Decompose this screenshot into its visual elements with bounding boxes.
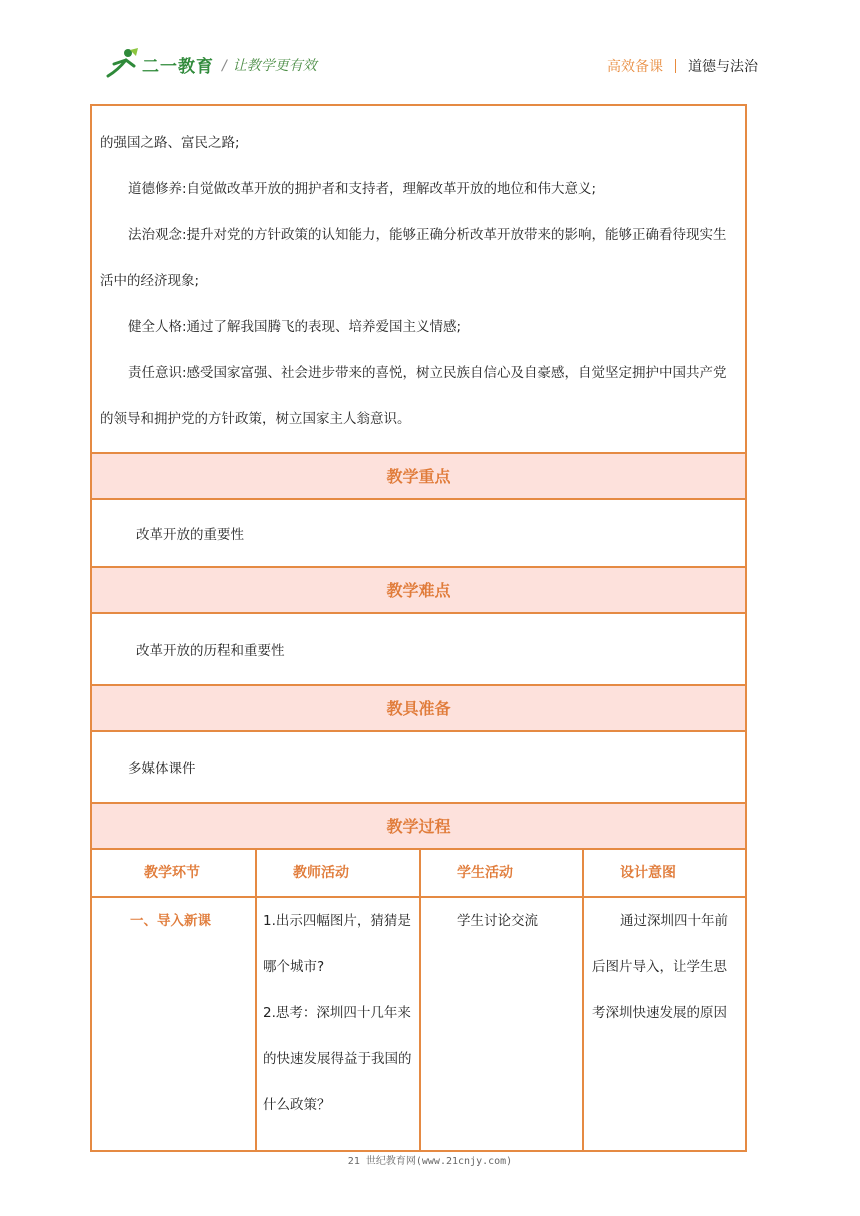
- logo-text: 二一教育: [142, 57, 214, 77]
- objectives-line: 的强国之路、富民之路;: [100, 135, 240, 151]
- header-divider: [675, 59, 676, 73]
- materials-content: [92, 730, 745, 802]
- cell-teacher: [255, 898, 419, 1150]
- header-teacher: 教师活动: [255, 850, 419, 896]
- process-heading: 教学过程: [92, 802, 745, 848]
- cell-student: 学生讨论交流: [419, 898, 582, 1150]
- materials-text: 多媒体课件: [128, 761, 196, 777]
- course-type-label: 高效备课: [607, 59, 663, 75]
- slogan: / 让教学更有效: [222, 58, 317, 74]
- difficulties-heading: 教学难点: [92, 566, 745, 612]
- header-intent: 设计意图: [582, 850, 745, 896]
- lesson-plan-table: [90, 104, 747, 1152]
- objectives-block: [92, 106, 745, 452]
- objective-rule-of-law: 法治观念:提升对党的方针政策的认知能力，能够正确分析改革开放带来的影响，能够正确看待现实生活中的经济现象;: [100, 227, 727, 289]
- teacher-step-2: 2.思考：深圳四十几年来的快速发展得益于我国的什么政策？: [263, 1005, 412, 1113]
- page-footer: 21 世纪教育网(www.21cnjy.com): [347, 1156, 513, 1167]
- objective-personality: 健全人格:通过了解我国腾飞的表现、培养爱国主义情感;: [128, 319, 462, 335]
- difficulties-text: 改革开放的历程和重要性: [136, 643, 285, 659]
- cell-stage: 一、导入新课: [130, 913, 211, 929]
- table-row: [92, 896, 745, 1150]
- objective-morality: 道德修养:自觉做改革开放的拥护者和支持者，理解改革开放的地位和伟大意义;: [128, 181, 597, 197]
- key-points-text: 改革开放的重要性: [136, 527, 244, 543]
- materials-heading: 教具准备: [92, 684, 745, 730]
- header-right: [607, 56, 758, 76]
- teacher-step-1: 1.出示四幅图片，猜猜是哪个城市?: [263, 913, 411, 975]
- key-points-content: [92, 498, 745, 566]
- objective-responsibility: 责任意识:感受国家富强、社会进步带来的喜悦，树立民族自信心及自豪感，自觉坚定拥护中国共产党的领导和拥护党的方针政策，树立国家主人翁意识。: [100, 365, 727, 427]
- header-stage: 教学环节: [144, 865, 200, 881]
- page-header: [0, 0, 860, 100]
- cell-intent: 通过深圳四十年前后图片导入，让学生思考深圳快速发展的原因: [582, 898, 745, 1150]
- process-table-header: [92, 848, 745, 896]
- key-points-heading: 教学重点: [92, 452, 745, 498]
- header-student: 学生活动: [419, 850, 582, 896]
- difficulties-content: [92, 612, 745, 684]
- slogan-text: 让教学更有效: [232, 58, 317, 74]
- running-figure-logo-icon: [104, 46, 140, 80]
- subject-label: 道德与法治: [688, 59, 758, 75]
